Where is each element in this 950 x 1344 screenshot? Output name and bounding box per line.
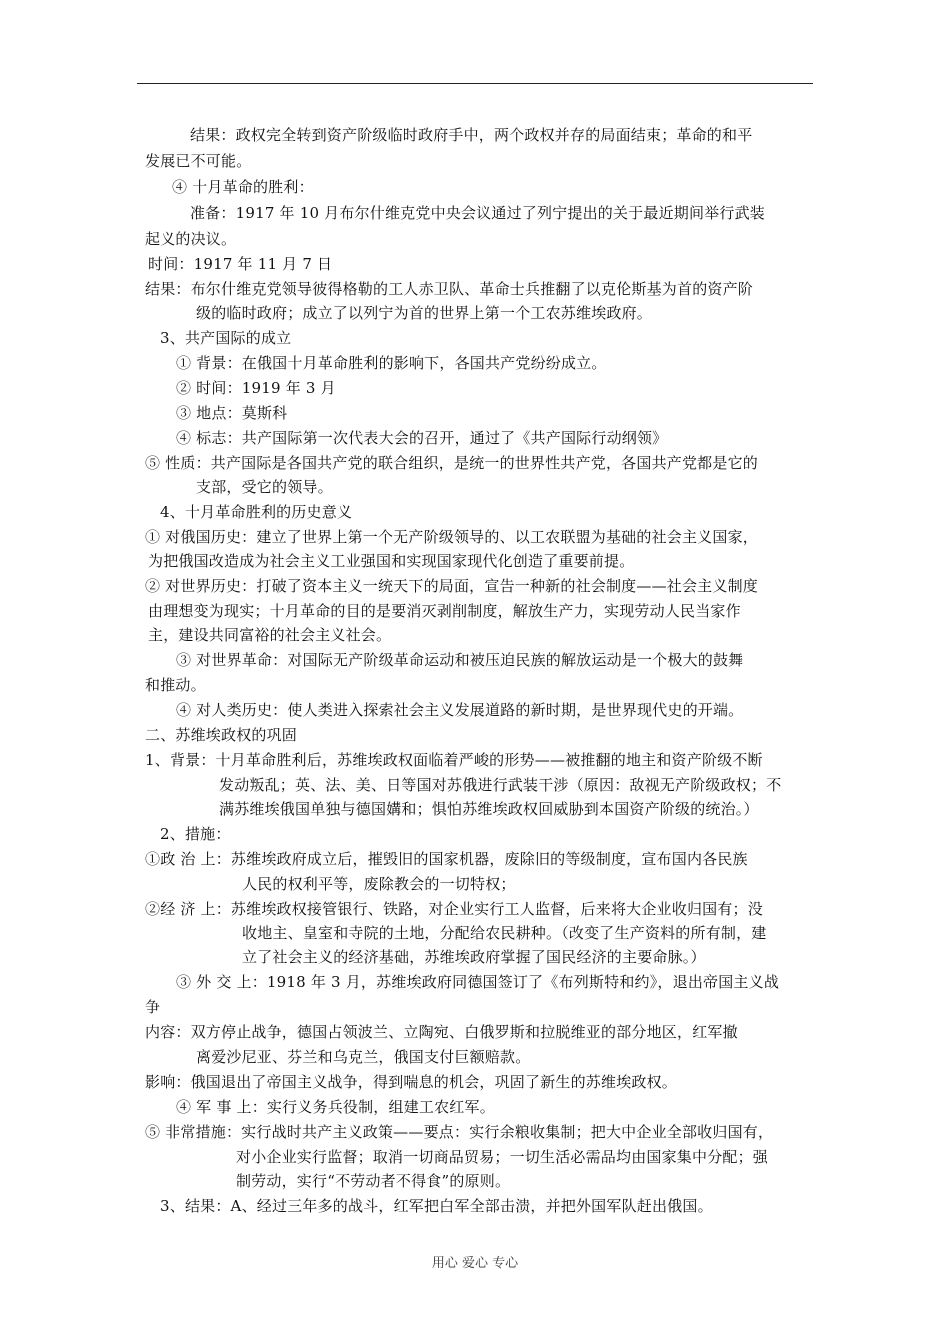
text-line: 1、背景：十月革命胜利后，苏维埃政权面临着严峻的形势——被推翻的地主和资产阶级不断 (145, 751, 763, 769)
text-line: 时间：1917 年 11 月 7 日 (148, 255, 333, 273)
text-line: 4、十月革命胜利的历史意义 (160, 503, 353, 521)
text-line: 对小企业实行监督；取消一切商品贸易；一切生活必需品均由国家集中分配；强 (236, 1148, 769, 1166)
text-line: 结果：政权完全转到资产阶级临时政府手中，两个政权并存的局面结束；革命的和平 (190, 126, 753, 144)
text-line: 由理想变为现实；十月革命的目的是要消灭剥削制度，解放生产力，实现劳动人民当家作 (148, 602, 741, 620)
text-line: 人民的权利平等，废除教会的一切特权； (242, 875, 516, 893)
text-line: ④ 军 事 上：实行义务兵役制，组建工农红军。 (176, 1098, 495, 1116)
text-line: 发动叛乱；英、法、美、日等国对苏俄进行武装干涉（原因：敌视无产阶级政权；不 (219, 776, 782, 794)
text-line: 争 (145, 998, 161, 1016)
text-line: 起义的决议。 (145, 230, 237, 248)
text-line: 影响：俄国退出了帝国主义战争，得到喘息的机会，巩固了新生的苏维埃政权。 (145, 1073, 678, 1091)
text-line: 级的临时政府；成立了以列宁为首的世界上第一个工农苏维埃政府。 (196, 304, 653, 322)
text-line: 收地主、皇室和寺院的土地，分配给农民耕种。（改变了生产资料的所有制，建 (242, 924, 767, 942)
text-line: 支部，受它的领导。 (196, 478, 333, 496)
text-line: 和推动。 (145, 676, 206, 694)
page-footer: 用心 爱心 专心 (431, 1256, 519, 1271)
text-line: ③ 外 交 上：1918 年 3 月，苏维埃政府同德国签订了《布列斯特和约》，退出帝国主义战 (176, 973, 780, 991)
text-line: ① 对俄国历史：建立了世界上第一个无产阶级领导的、以工农联盟为基础的社会主义国家， (145, 528, 758, 546)
text-line: ④ 标志：共产国际第一次代表大会的召开，通过了《共产国际行动纲领》 (176, 429, 668, 447)
text-line: ①政 治 上：苏维埃政府成立后，摧毁旧的国家机器，废除旧的等级制度，宣布国内各民族 (145, 850, 748, 868)
text-line: ② 对世界历史：打破了资本主义一统天下的局面，宣告一种新的社会制度——社会主义制度 (145, 577, 758, 595)
text-line: 为把俄国改造成为社会主义工业强国和实现国家现代化创造了重要前提。 (148, 552, 635, 570)
text-line: ④ 对人类历史：使人类进入探索社会主义发展道路的新时期，是世界现代史的开端。 (176, 701, 744, 719)
text-line: ②经 济 上：苏维埃政权接管银行、铁路，对企业实行工人监督，后来将大企业收归国有；没 (145, 900, 763, 918)
text-line: 发展已不可能。 (145, 152, 252, 170)
text-line: ④ 十月革命的胜利： (172, 178, 314, 196)
section-heading: 二、苏维埃政权的巩固 (145, 726, 298, 744)
text-line: 主，建设共同富裕的社会主义社会。 (148, 626, 392, 644)
text-line: 2、措施： (160, 825, 231, 843)
text-line: 制劳动，实行“不劳动者不得食”的原则。 (236, 1172, 511, 1190)
header-rule (137, 83, 813, 84)
text-line: 3、共产国际的成立 (160, 329, 292, 347)
text-line: 3、结果：A、经过三年多的战斗，红军把白军全部击溃，并把外国军队赶出俄国。 (160, 1197, 713, 1215)
text-line: 准备：1917 年 10 月布尔什维克党中央会议通过了列宁提出的关于最近期间举行武装 (190, 204, 765, 222)
text-line: 满苏维埃俄国单独与德国媾和；惧怕苏维埃政权回威胁到本国资产阶级的统治。） (219, 800, 759, 818)
text-line: 内容：双方停止战争，德国占领波兰、立陶宛、白俄罗斯和拉脱维亚的部分地区，红军撤 (145, 1023, 738, 1041)
text-line: 立了社会主义的经济基础，苏维埃政府掌握了国民经济的主要命脉。） (242, 948, 706, 966)
text-line: ② 时间：1919 年 3 月 (176, 379, 336, 397)
text-line: ⑤ 非常措施：实行战时共产主义政策——要点：实行余粮收集制；把大中企业全部收归国有， (145, 1123, 774, 1141)
text-line: ① 背景：在俄国十月革命胜利的影响下，各国共产党纷纷成立。 (176, 354, 607, 372)
text-line: ③ 对世界革命：对国际无产阶级革命运动和被压迫民族的解放运动是一个极大的鼓舞 (176, 651, 744, 669)
text-line: 结果：布尔什维克党领导彼得格勒的工人赤卫队、革命士兵推翻了以克伦斯基为首的资产阶 (145, 280, 754, 298)
text-line: ⑤ 性质：共产国际是各国共产党的联合组织，是统一的世界性共产党，各国共产党都是它的 (145, 454, 758, 472)
text-line: ③ 地点：莫斯科 (176, 404, 288, 422)
text-line: 离爱沙尼亚、芬兰和乌克兰，俄国支付巨额赔款。 (196, 1048, 531, 1066)
